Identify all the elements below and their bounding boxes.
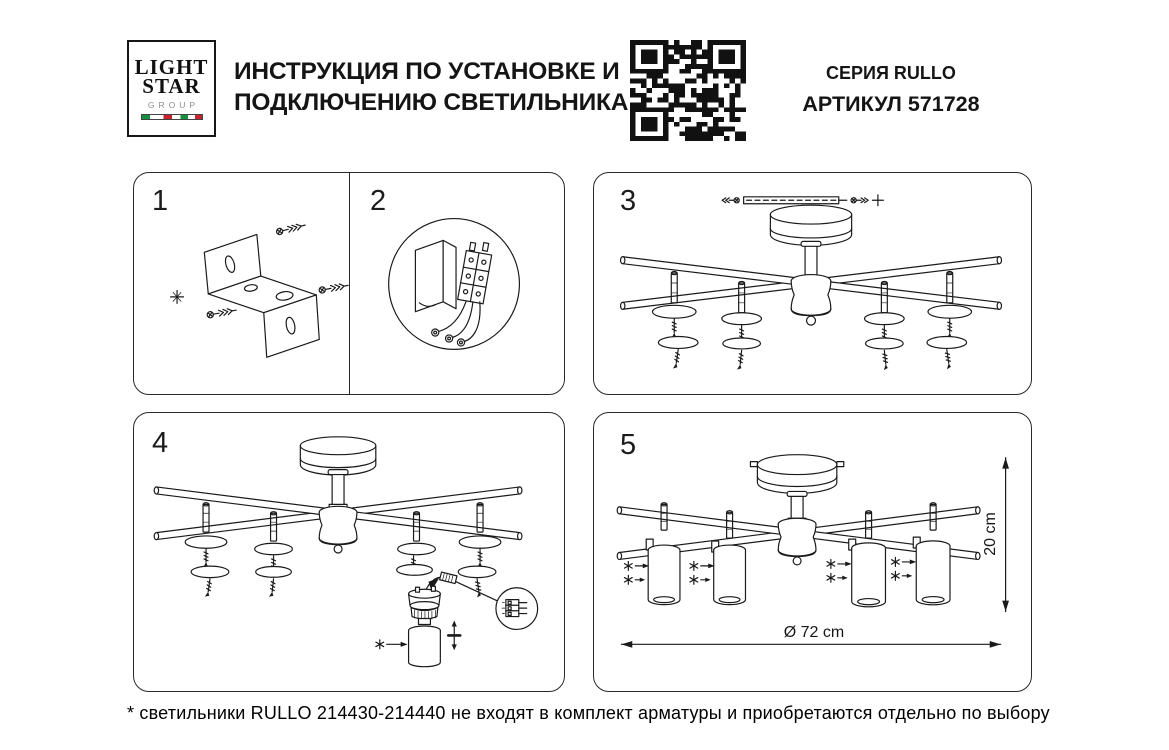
step-number-1: 1 <box>152 185 169 217</box>
step-number-2: 2 <box>370 185 387 217</box>
central-hub <box>778 518 816 565</box>
page-title <box>234 56 634 118</box>
ceiling-canopy <box>750 455 843 494</box>
ceiling-canopy <box>770 205 851 245</box>
panel-step-5 <box>593 412 1032 692</box>
step3-drawing <box>594 173 1031 394</box>
lightstar-logo <box>127 40 216 137</box>
step5-drawing <box>594 413 1031 691</box>
panel-step-4 <box>133 412 565 692</box>
logo-star: STAR <box>142 73 201 98</box>
logo-light: LIGHT <box>134 54 209 79</box>
lamp-socket <box>409 572 457 624</box>
mounting-strip <box>722 195 883 206</box>
stem <box>787 491 807 522</box>
panel-step-1-2 <box>133 172 565 395</box>
step-number-4: 4 <box>152 427 169 459</box>
diameter-label: Ø 72 cm <box>783 624 845 641</box>
central-hub <box>791 275 831 326</box>
wire-connector <box>440 572 457 584</box>
qr-code-icon <box>630 40 746 141</box>
step4-drawing <box>134 413 564 691</box>
junction-box <box>415 240 456 311</box>
mounting-bracket <box>204 234 319 357</box>
logo-group: GROUP <box>147 99 200 110</box>
lamp-shade <box>409 626 441 667</box>
title-line-2: ПОДКЛЮЧЕНИЮ СВЕТИЛЬНИКА <box>234 89 629 116</box>
screw-axial-icon <box>171 290 184 303</box>
asterisk-arrow <box>376 640 408 649</box>
central-hub <box>319 506 357 553</box>
height-dimension <box>1002 458 1009 612</box>
title-line-1: ИНСТРУКЦИЯ ПО УСТАНОВКЕ И <box>234 58 620 85</box>
step-number-5: 5 <box>620 429 637 461</box>
terminal-block <box>458 240 494 304</box>
footnote: * светильники RULLO 214430-214440 не входят в комплект арматуры и приобретаются отдельно по выбору <box>127 703 1050 723</box>
panel-divider <box>349 173 350 394</box>
terminal-detail-circle <box>496 588 538 630</box>
move-vertical-icon <box>448 621 460 651</box>
height-label: 20 cm <box>982 512 999 556</box>
product-info <box>800 63 982 117</box>
step-number-3: 3 <box>620 185 637 217</box>
series-label: СЕРИЯ RULLO <box>826 63 956 83</box>
italian-flag-stripe <box>141 114 203 120</box>
article-label: АРТИКУЛ 571728 <box>802 92 980 116</box>
panel-step-3 <box>593 172 1032 395</box>
